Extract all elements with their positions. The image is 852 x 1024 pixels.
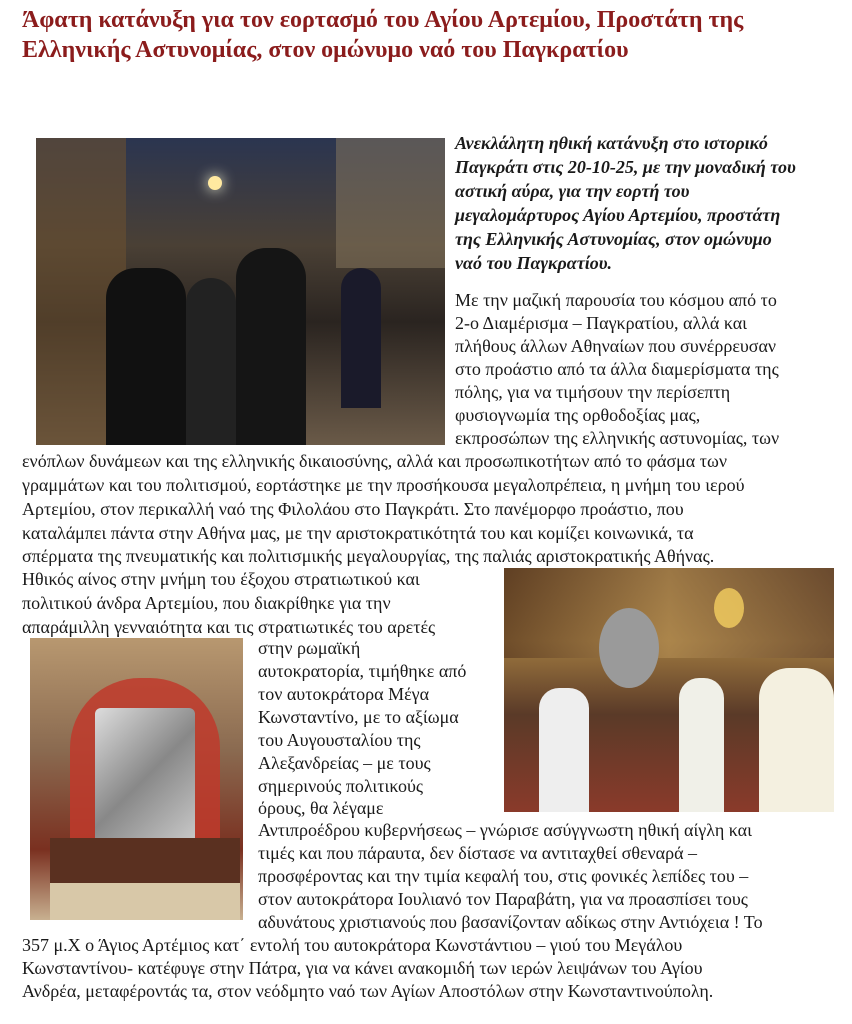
- body-line: στην ρωμαϊκή: [258, 638, 361, 658]
- body-line: Με την μαζική παρουσία του κόσμου από το: [455, 290, 777, 310]
- body-line: 2-ο Διαμέρισμα – Παγκρατίου, αλλά και: [455, 313, 748, 333]
- lead-line: ναό του Παγκρατίου.: [455, 253, 613, 273]
- body-line: απαράμιλλη γενναιότητα και τις στρατιωτικές του αρετές: [22, 617, 436, 637]
- body-line: Κωνσταντίνο, με το αξίωμα: [258, 707, 459, 727]
- lead-line: Ανεκλάλητη ηθική κατάνυξη στο ιστορικό: [455, 133, 768, 153]
- photo-icon-of-saint-with-flowers: [30, 638, 243, 920]
- body-line: όρους, θα λέγαμε: [258, 798, 384, 818]
- body-line: στο προάστιο από τα άλλα διαμερίσματα της: [455, 359, 779, 379]
- photo-church-interior-service: [504, 568, 834, 812]
- body-line: προσφέροντας και την τιμία κεφαλή του, στις φονικές λεπίδες του –: [258, 866, 749, 886]
- body-line: αυτοκρατορία, τιμήθηκε από: [258, 661, 467, 681]
- photo-procession-outside-church: [36, 138, 445, 445]
- body-line: Κωνσταντίνου- κατέφυγε στην Πάτρα, για να κάνει ανακομιδή των ιερών λειψάνων του Αγίου: [22, 958, 703, 978]
- body-line: καταλάμπει πάντα στην Αθήνα μας, με την αριστοκρατικότητά του και κομίζει κοινωνικά, τα: [22, 523, 694, 543]
- body-line: αδυνάτους χριστιανούς που βασανίζονταν αδίκως στην Αντιόχεια ! Το: [258, 912, 763, 932]
- body-line: πολιτικού άνδρα Αρτεμίου, που διακρίθηκε για την: [22, 593, 391, 613]
- body-line: στον αυτοκράτορα Ιουλιανό τον Παραβάτη, για να προασπίσει τους: [258, 889, 748, 909]
- lead-line: μεγαλομάρτυρος Αγίου Αρτεμίου, προστάτη: [455, 205, 781, 225]
- body-line: εκπροσώπων της ελληνικής αστυνομίας, των: [455, 428, 780, 448]
- body-line: σπέρματα της πνευματικής και πολιτισμικής μεγαλουργίας, της παλιάς αριστοκρατικής Αθήνας.: [22, 546, 715, 566]
- body-line: τιμές και που πάραυτα, δεν δίστασε να αντιταχθεί σθεναρά –: [258, 843, 697, 863]
- article-title-line: Ελληνικής Αστυνομίας, στον ομώνυμο ναό του Παγκρατίου: [22, 37, 629, 63]
- body-line: σημερινούς πολιτικούς: [258, 776, 424, 796]
- body-line: 357 μ.Χ ο Άγιος Αρτέμιος κατ΄ εντολή του αυτοκράτορα Κωνστάντιου – γιού του Μεγάλου: [22, 935, 683, 955]
- body-line: τον αυτοκράτορα Μέγα: [258, 684, 430, 704]
- body-line: Ανδρέα, μεταφέροντάς τα, στον νεόδμητο ναό των Αγίων Αποστόλων στην Κωνσταντινούπολη.: [22, 981, 714, 1001]
- body-line: ενόπλων δυνάμεων και της ελληνικής δικαιοσύνης, αλλά και προσωπικοτήτων από το φάσμα των: [22, 451, 727, 471]
- article-title-line: Άφατη κατάνυξη για τον εορτασμό του Αγίου Αρτεμίου, Προστάτη της: [22, 7, 744, 33]
- body-line: Ηθικός αίνος στην μνήμη του έξοχου στρατιωτικού και: [22, 569, 420, 589]
- body-line: Αντιπροέδρου κυβερνήσεως – γνώρισε ασύγγνωστη ηθική αίγλη και: [258, 820, 752, 840]
- lead-line: της Ελληνικής Αστυνομίας, στον ομώνυμο: [455, 229, 772, 249]
- body-line: Αλεξανδρείας – με τους: [258, 753, 431, 773]
- body-line: πλήθους άλλων Αθηναίων που συνέρρευσαν: [455, 336, 777, 356]
- lead-line: Παγκράτι στις 20-10-25, με την μοναδική του: [455, 157, 796, 177]
- lead-line: αστική αύρα, για την εορτή του: [455, 181, 690, 201]
- body-line: φυσιογνωμία της ορθοδοξίας μας,: [455, 405, 701, 425]
- body-line: Αρτεμίου, στον περικαλλή ναό της Φιλολάου στο Παγκράτι. Στο πανέμορφο προάστιο, που: [22, 499, 684, 519]
- body-line: γραμμάτων και του πολιτισμού, εορτάστηκε με την προσήκουσα μεγαλοπρέπεια, η μνήμη του ιερού: [22, 475, 745, 495]
- body-line: πόλης, για να τιμήσουν την περίσεπτη: [455, 382, 731, 402]
- body-line: του Αυγουσταλίου της: [258, 730, 421, 750]
